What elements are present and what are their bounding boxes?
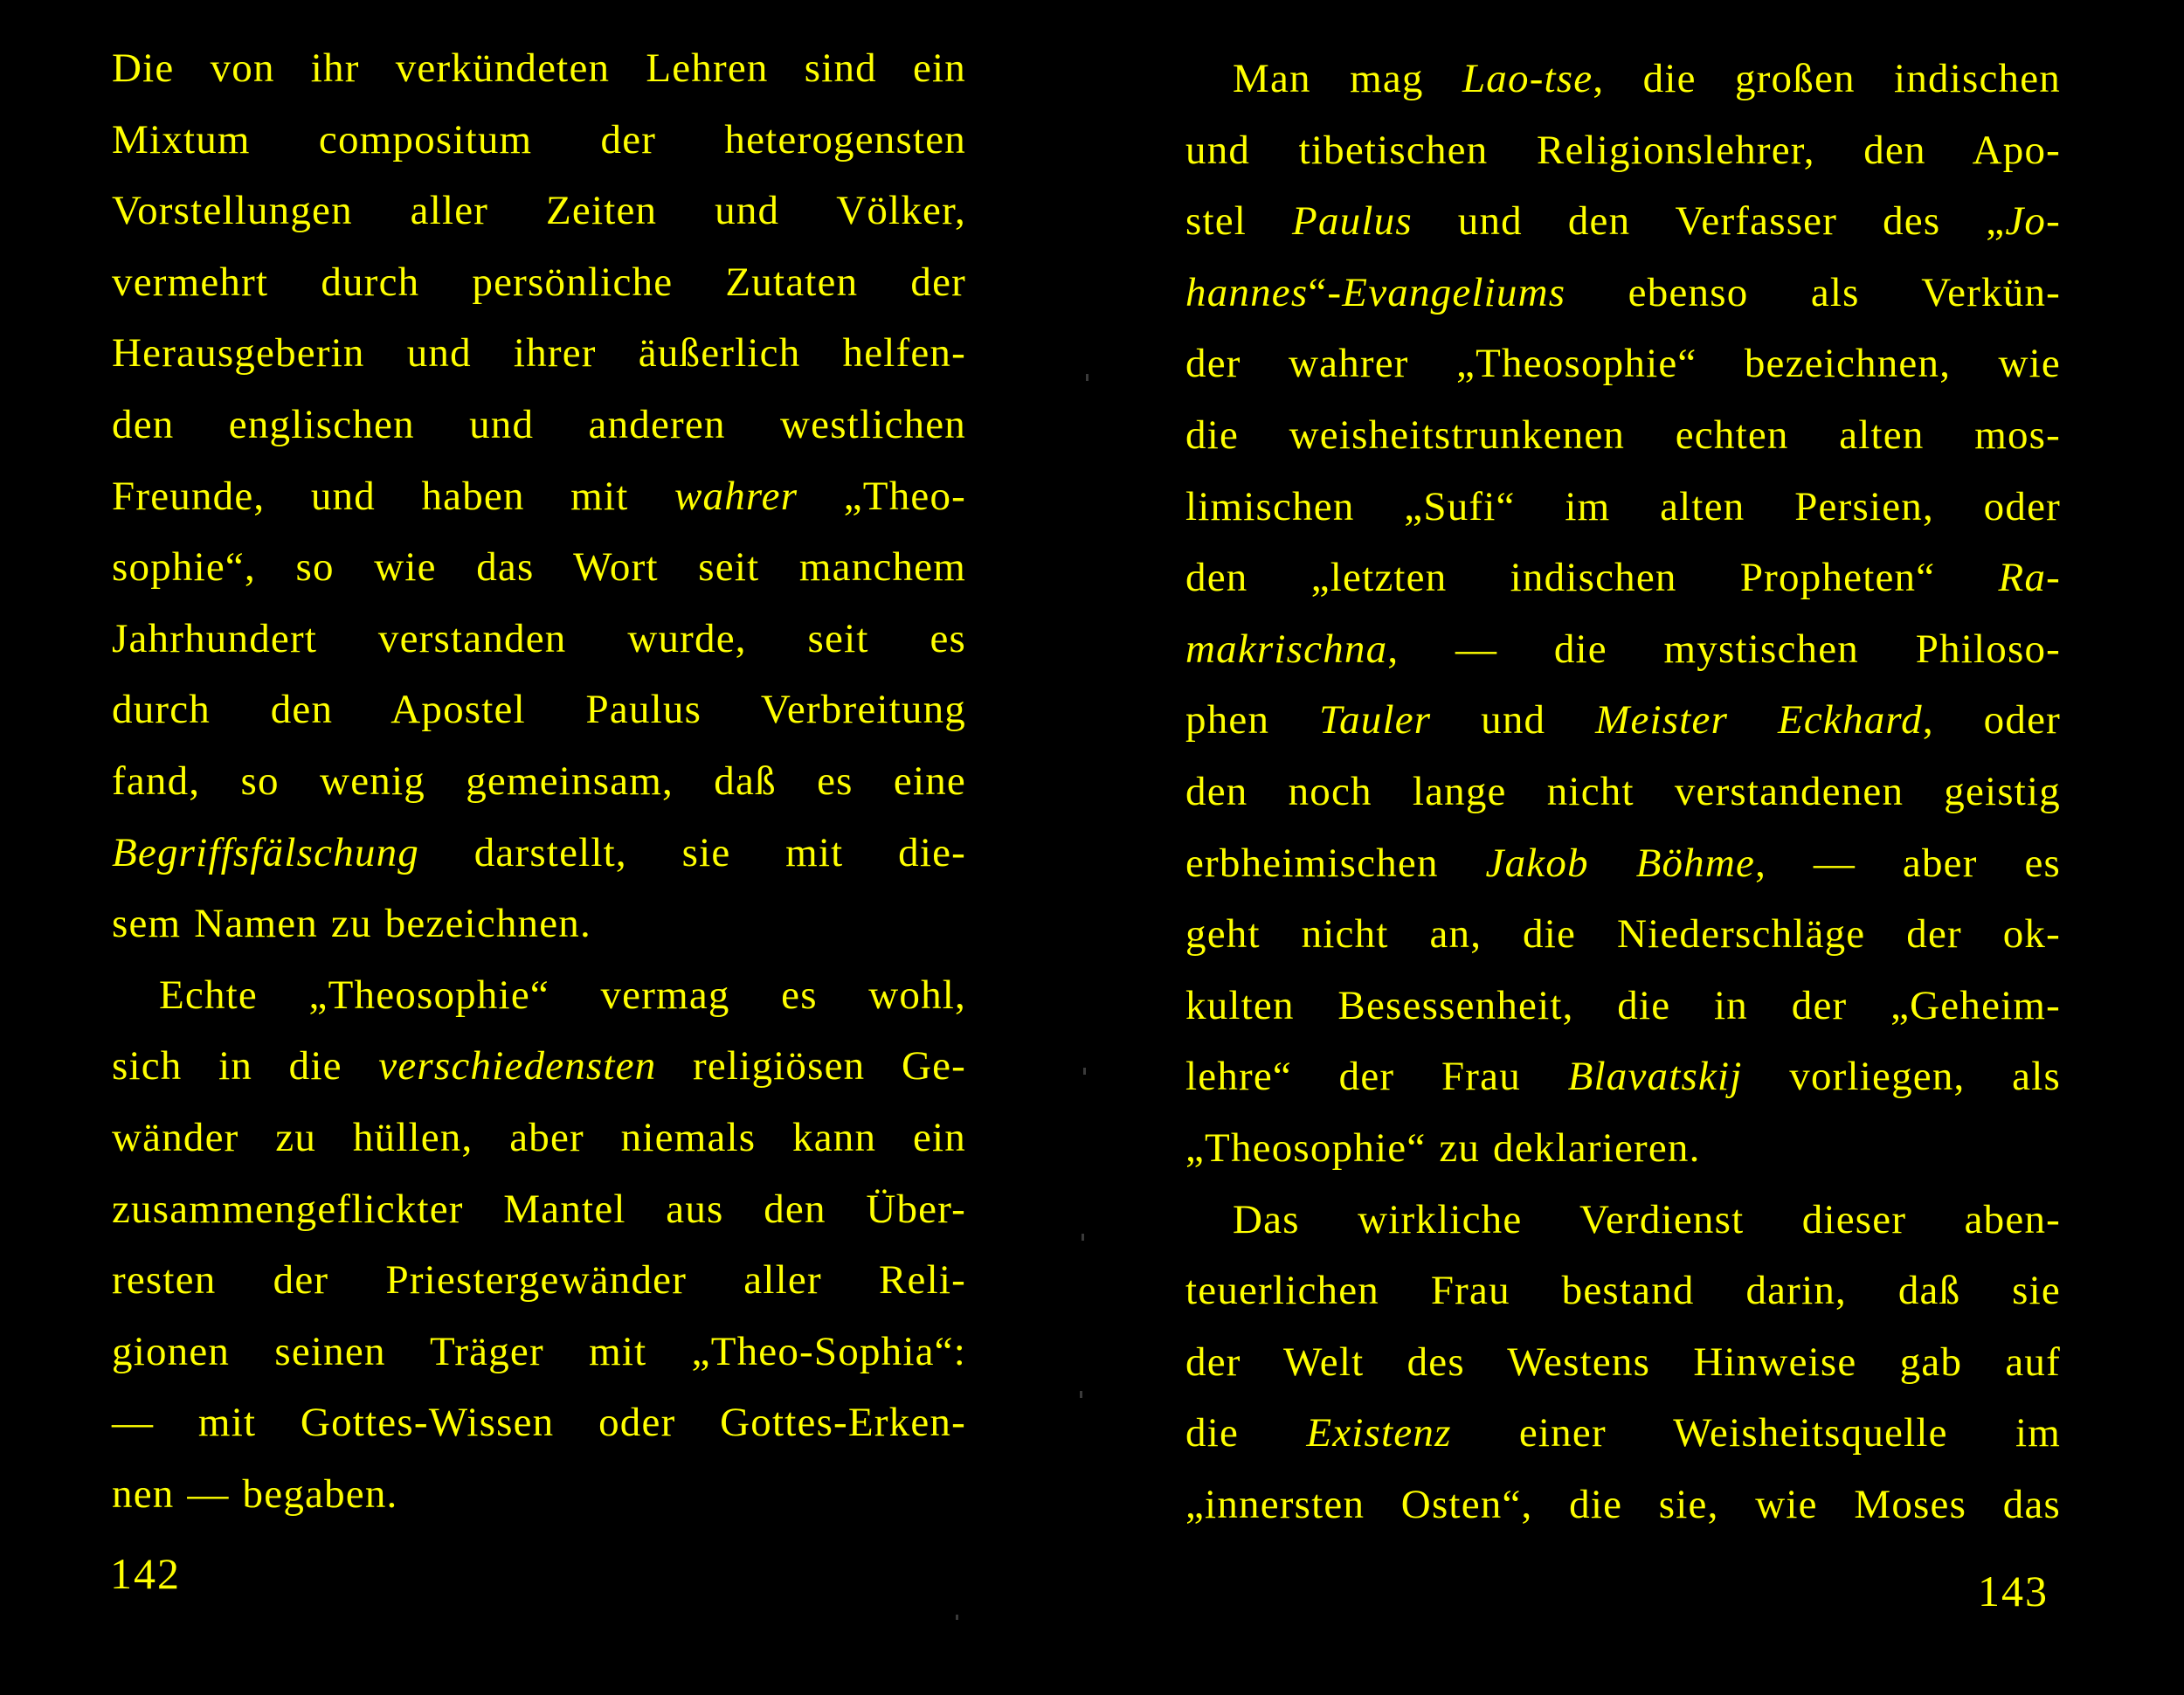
text-segment: , — die mystischen Philoso-: [1387, 626, 2061, 672]
text-segment: vorliegen, als: [1742, 1054, 2061, 1100]
gutter-speck: [1082, 1234, 1084, 1241]
text-line: [1185, 186, 2061, 258]
text-line: [1185, 472, 2061, 543]
text-segment: ebenso als Verkün-: [1565, 269, 2061, 315]
italic-text: Meister Eckhard: [1595, 697, 1923, 744]
text-line: [112, 1103, 966, 1174]
text-line: [1185, 1256, 2061, 1327]
text-line: [1185, 44, 2061, 115]
text-segment: Jahrhundert verstanden wurde, seit es: [112, 615, 966, 661]
text-segment: Echte „Theosophie“ vermag es wohl,: [159, 972, 966, 1018]
text-segment: der Welt des Westens Hinweise gab auf: [1185, 1339, 2061, 1385]
text-line: [112, 390, 966, 461]
text-line: [1185, 614, 2061, 686]
text-segment: durch den Apostel Paulus Verbreitung: [112, 687, 966, 733]
text-segment: phen: [1185, 697, 1320, 744]
text-segment: erbheimischen: [1185, 840, 1486, 886]
italic-text: Ra-: [1998, 555, 2061, 601]
right-page-number: 143: [1978, 1567, 2049, 1615]
text-segment: nen — begaben.: [112, 1470, 398, 1517]
text-segment: sich in die: [112, 1043, 379, 1090]
text-segment: , oder: [1922, 697, 2061, 744]
text-line: [1185, 1470, 2061, 1541]
text-segment: religiösen Ge-: [656, 1043, 966, 1090]
text-segment: einer Weisheitsquelle im: [1451, 1410, 2061, 1456]
text-segment: den „letzten indischen Propheten“: [1185, 555, 1999, 601]
italic-text: hannes: [1185, 269, 1309, 315]
gutter-speck: [956, 1615, 958, 1620]
text-line: [112, 675, 966, 746]
italic-text: Jakob Böhme: [1485, 840, 1756, 886]
text-line: [1185, 1185, 2061, 1256]
text-line: [112, 1317, 966, 1388]
text-line: [1185, 1398, 2061, 1470]
text-line: [1185, 685, 2061, 757]
text-line: [1185, 258, 2061, 329]
text-segment: Die von ihr verkündeten Lehren sind ein: [112, 45, 966, 91]
text-segment: Mixtum compositum der heterogensten: [112, 116, 966, 163]
text-segment: die weisheitstrunkenen echten alten mos-: [1185, 412, 2061, 458]
text-segment: limischen „Sufi“ im alten Persien, oder: [1185, 483, 2061, 529]
text-segment: resten der Priestergewänder aller Reli-: [112, 1257, 966, 1304]
gutter-speck: [1083, 1068, 1086, 1075]
gutter-speck: [1086, 374, 1089, 381]
text-line: [112, 105, 966, 176]
italic-text: Jo-: [2005, 198, 2061, 245]
text-line: [1185, 115, 2061, 187]
italic-text: Paulus: [1292, 198, 1413, 245]
text-line: [112, 1245, 966, 1317]
text-segment: — mit Gottes-Wissen oder Gottes-Erken-: [112, 1400, 966, 1446]
text-segment: darstellt, sie mit die-: [419, 829, 966, 875]
text-segment: Man mag: [1233, 56, 1462, 101]
text-line: [1185, 400, 2061, 472]
text-segment: die: [1185, 1410, 1307, 1456]
text-line: [1185, 757, 2061, 828]
text-line: [112, 1387, 966, 1459]
text-line: [1185, 1041, 2061, 1113]
text-segment: geht nicht an, die Niederschläge der ok-: [1185, 911, 2061, 958]
right-page: [1092, 0, 2184, 1695]
text-line: [112, 960, 966, 1032]
text-segment: und: [1431, 697, 1596, 744]
left-page-text: [112, 33, 966, 1530]
text-segment: „Theo-: [798, 473, 967, 519]
text-line: [1185, 971, 2061, 1042]
text-line: [1185, 828, 2061, 900]
italic-text: Evangeliums: [1342, 269, 1566, 315]
text-line: [112, 247, 966, 319]
text-line: [112, 746, 966, 818]
text-line: [1185, 899, 2061, 971]
text-line: [112, 461, 966, 533]
text-line: [112, 604, 966, 675]
text-segment: der wahrer „Theosophie“ bezeichnen, wie: [1185, 341, 2061, 387]
right-page-text: [1185, 44, 2061, 1540]
text-segment: , — aber es: [1755, 840, 2061, 886]
text-line: [112, 33, 966, 105]
text-segment: “-: [1308, 269, 1343, 315]
text-segment: , die großen indischen: [1593, 56, 2061, 101]
italic-text: Blavatskij: [1567, 1054, 1743, 1100]
italic-text: makrischna: [1185, 626, 1388, 672]
text-line: [112, 1031, 966, 1103]
text-segment: wänder zu hüllen, aber niemals kann ein: [112, 1114, 966, 1160]
text-segment: vermehrt durch persönliche Zutaten der: [112, 259, 966, 305]
text-line: [112, 176, 966, 247]
text-line: [112, 1174, 966, 1246]
text-line: [112, 532, 966, 604]
text-segment: gionen seinen Träger mit „Theo-Sophia“:: [112, 1328, 966, 1374]
text-segment: Herausgeberin und ihrer äußerlich helfen-: [112, 330, 966, 377]
text-segment: lehre“ der Frau: [1185, 1054, 1568, 1100]
text-line: [1185, 329, 2061, 400]
italic-text: verschiedensten: [378, 1043, 657, 1090]
text-segment: Das wirkliche Verdienst dieser aben-: [1233, 1196, 2061, 1242]
italic-text: Existenz: [1306, 1410, 1452, 1456]
text-segment: stel: [1185, 198, 1293, 245]
text-segment: „Theosophie“ zu deklarieren.: [1185, 1124, 1701, 1171]
text-segment: Freunde, und haben mit: [112, 473, 674, 519]
text-segment: „innersten Osten“, die sie, wie Moses das: [1185, 1481, 2061, 1527]
text-segment: den noch lange nicht verstandenen geistig: [1185, 768, 2061, 814]
text-segment: teuerlichen Frau bestand darin, daß sie: [1185, 1268, 2061, 1314]
text-line: [112, 1459, 966, 1531]
text-line: [112, 318, 966, 390]
italic-text: Begriffsfälschung: [112, 829, 419, 875]
text-segment: zusammengeflickter Mantel aus den Über-: [112, 1186, 966, 1232]
text-line: [1185, 1113, 2061, 1185]
text-segment: fand, so wenig gemeinsam, daß es eine: [112, 758, 966, 804]
italic-text: wahrer: [674, 473, 798, 519]
text-segment: sophie“, so wie das Wort seit manchem: [112, 544, 966, 591]
text-line: [112, 818, 966, 889]
text-line: [1185, 1327, 2061, 1399]
text-line: [1185, 543, 2061, 614]
italic-text: Tauler: [1319, 697, 1432, 744]
italic-text: Lao-tse: [1462, 56, 1593, 101]
left-page-number: 142: [110, 1549, 181, 1598]
text-segment: den englischen und anderen westlichen: [112, 401, 966, 447]
text-line: [112, 889, 966, 960]
text-segment: kulten Besessenheit, die in der „Geheim-: [1185, 982, 2061, 1028]
text-segment: Vorstellungen aller Zeiten und Völker,: [112, 188, 966, 234]
text-segment: sem Namen zu bezeichnen.: [112, 901, 591, 947]
text-segment: und den Verfasser des „: [1412, 198, 2006, 245]
text-segment: und tibetischen Religionslehrer, den Apo-: [1185, 127, 2061, 173]
gutter-speck: [1080, 1391, 1082, 1398]
